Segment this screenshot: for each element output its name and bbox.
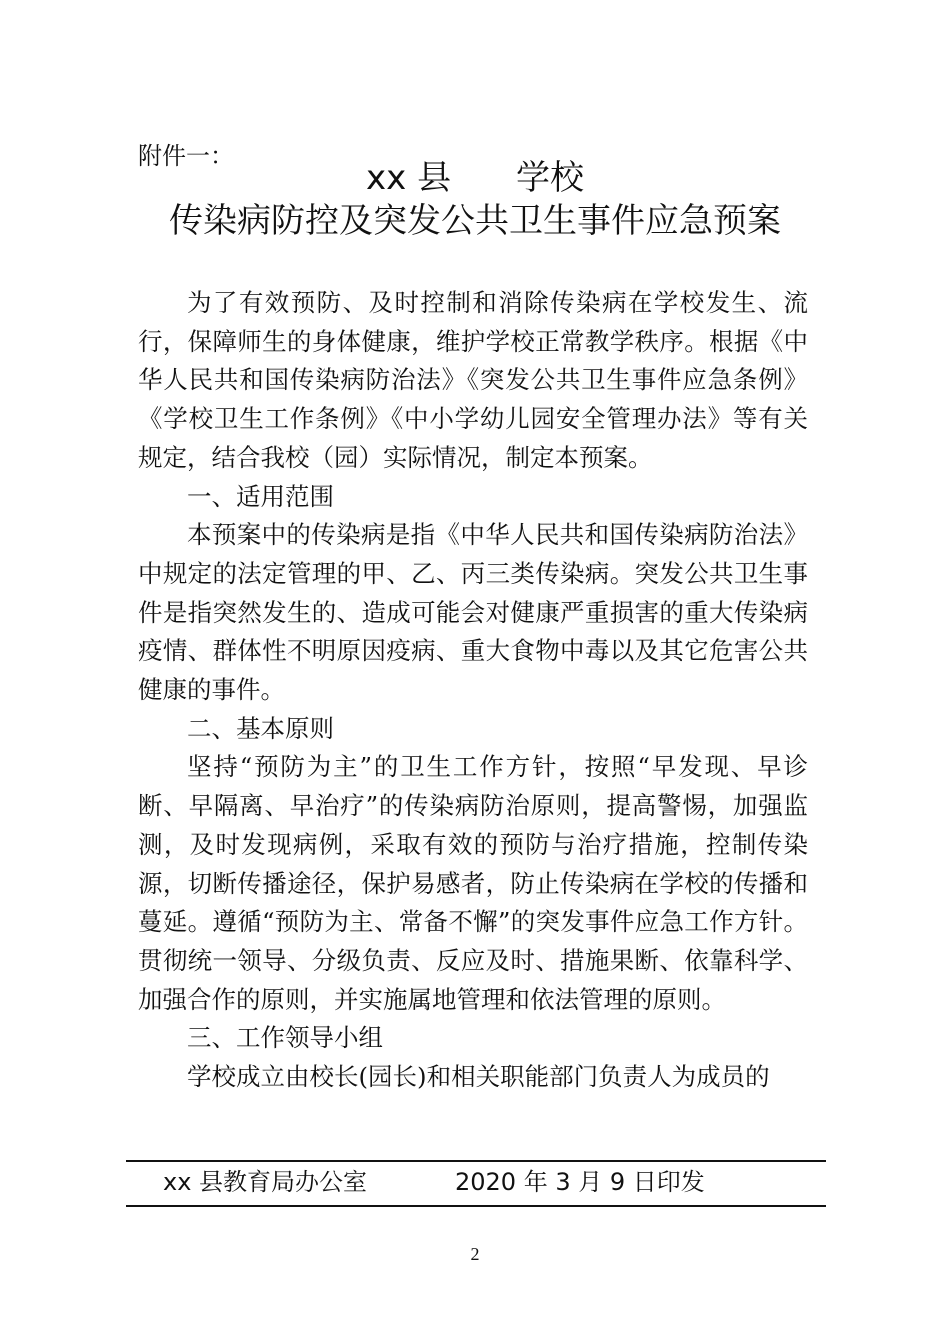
footer-issuer: xx 县教育局办公室 <box>163 1168 368 1196</box>
footer-bottom-rule <box>126 1205 826 1207</box>
section-heading-principles: 二、基本原则 <box>187 713 334 743</box>
section-heading-scope: 一、适用范围 <box>187 481 334 511</box>
scope-paragraph: 本预案中的传染病是指《中华人民共和国传染病防治法》中规定的法定管理的甲、乙、丙三类传染病。突发公共卫生事件是指突然发生的、造成可能会对健康严重损害的重大传染病疫情、群体性不明原因疫病、重大食物中毒以及其它危害公共健康的事件。 <box>138 520 808 705</box>
document-body <box>138 284 808 1097</box>
attachment-label: 附件一： <box>138 142 234 170</box>
section-heading-leadership: 三、工作领导小组 <box>187 1023 383 1053</box>
document-title-line-2: 传染病防控及突发公共卫生事件应急预案 <box>169 201 781 241</box>
leadership-paragraph: 学校成立由校长(园长)和相关职能部门负责人为成员的 <box>187 1062 770 1092</box>
page-number: 2 <box>470 1244 480 1264</box>
footer-top-rule <box>126 1160 826 1162</box>
principles-paragraph: 坚持“预防为主”的卫生工作方针，按照“早发现、早诊断、早隔离、早治疗”的传染病防治原则，提高警惕，加强监测，及时发现病例，采取有效的预防与治疗措施，控制传染源，切断传播途径，保护易感者，防止传染病在学校的传播和蔓延。遵循“预防为主、常备不懈”的突发事件应急工作方针。贯彻统一领导、分级负责、反应及时、措施果断、依靠科学、加强合作的原则，并实施属地管理和依法管理的原则。 <box>138 752 808 1014</box>
document-title-line-1: xx 县 学校 <box>366 158 584 198</box>
intro-paragraph: 为了有效预防、及时控制和消除传染病在学校发生、流行，保障师生的身体健康，维护学校正常教学秩序。根据《中华人民共和国传染病防治法》《突发公共卫生事件应急条例》《学校卫生工作条例》《中小学幼儿园安全管理办法》等有关规定，结合我校（园）实际情况，制定本预案。 <box>138 288 808 472</box>
footer-issue-date: 2020 年 3 月 9 日印发 <box>455 1168 705 1196</box>
